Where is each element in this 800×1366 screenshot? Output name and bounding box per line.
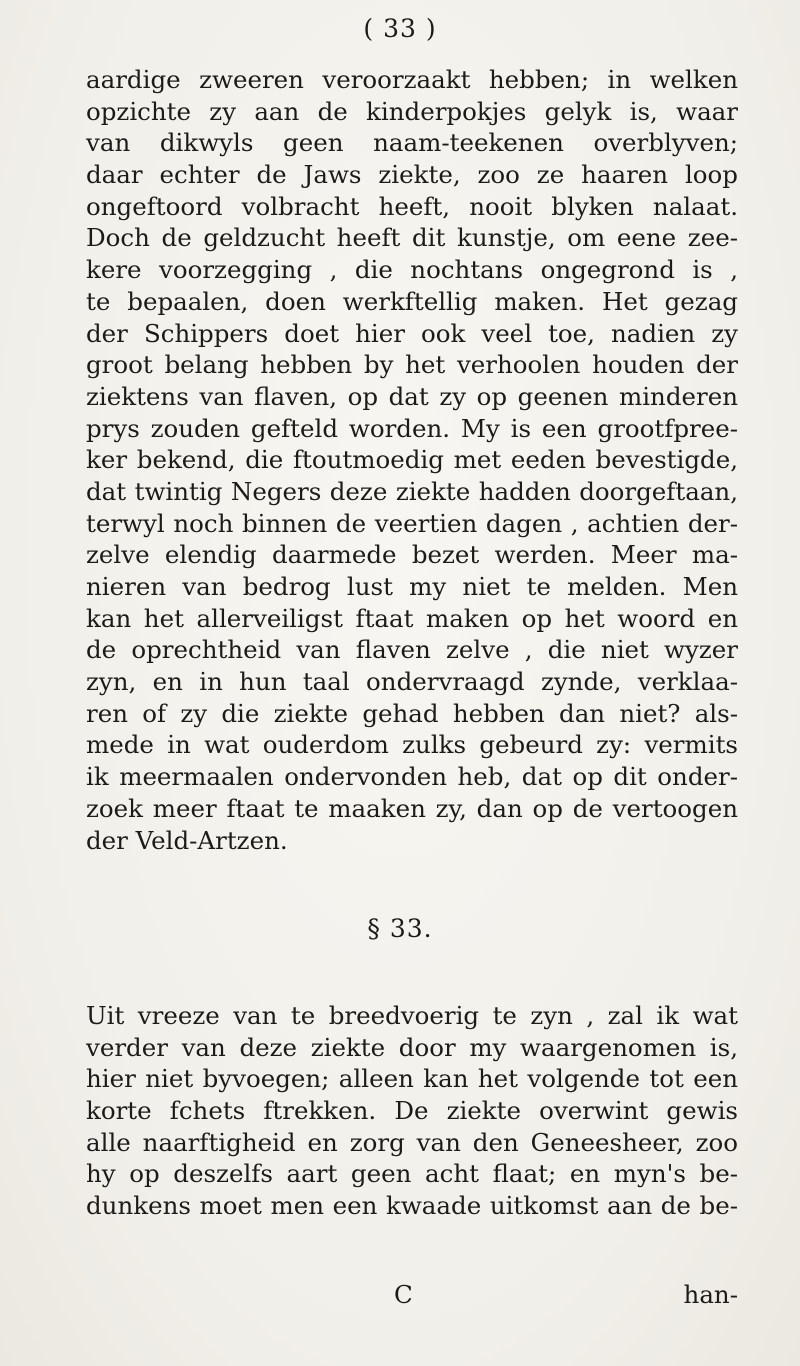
text-line: zyn, en in hun taal ondervraagd zynde, verklaa- <box>86 667 738 697</box>
paragraph-1 <box>86 64 738 856</box>
text-line: zoek meer ftaat te maaken zy, dan op de vertoogen <box>86 793 738 823</box>
section-heading: § 33. <box>367 914 433 943</box>
page-footer <box>86 1280 738 1312</box>
text-line: kere voorzegging , die nochtans ongegrond is , <box>86 255 738 285</box>
text-line: opzichte zy aan de kinderpokjes gelyk is, waar <box>86 96 738 126</box>
text-line: ziektens van flaven, op dat zy op geenen minderen <box>86 381 738 411</box>
text-line: alle naarftigheid en zorg van den Geneesheer, zoo <box>86 1127 738 1157</box>
text-line: van dikwyls geen naam-teekenen overblyven; <box>86 128 738 158</box>
text-line: ker bekend, die ftoutmoedig met eeden bevestigde, <box>86 445 738 475</box>
text-line: aardige zweeren veroorzaakt hebben; in welken <box>86 65 738 94</box>
text-line: dunkens moet men een kwaade uitkomst aan de be- <box>86 1191 738 1221</box>
text-line: mede in wat ouderdom zulks gebeurd zy: vermits <box>86 730 738 760</box>
text-line: kan het allerveiligst ftaat maken op het woord en <box>86 603 738 633</box>
text-line: terwyl noch binnen de veertien dagen , achtien der- <box>86 508 738 538</box>
text-line: groot belang hebben by het verhoolen houden der <box>86 350 738 380</box>
text-line: korte fchets ftrekken. De ziekte overwint gewis <box>86 1096 738 1126</box>
text-line: ongeftoord volbracht heeft, nooit blyken nalaat. <box>86 191 738 221</box>
text-line: daar echter de Jaws ziekte, zoo ze haaren loop <box>86 160 738 190</box>
text-line: hier niet byvoegen; alleen kan het volgende tot een <box>86 1064 738 1094</box>
text-line: de oprechtheid van flaven zelve , die niet wyzer <box>86 635 738 665</box>
text-line: der Veld-Artzen. <box>86 825 288 855</box>
text-line: te bepaalen, doen werkftellig maken. Het gezag <box>86 286 738 316</box>
text-line: ren of zy die ziekte gehad hebben dan niet? als- <box>86 698 738 728</box>
text-line: zelve elendig daarmede bezet werden. Meer ma- <box>86 540 738 570</box>
text-line: verder van deze ziekte door my waargenomen is, <box>86 1032 738 1062</box>
text-line: der Schippers doet hier ook veel toe, nadien zy <box>86 318 738 348</box>
signature-mark: C <box>394 1280 413 1309</box>
text-line: ik meermaalen ondervonden heb, dat op dit onder- <box>86 762 738 792</box>
text-line: nieren van bedrog lust my niet te melden. Men <box>86 572 738 601</box>
text-line: prys zouden gefteld worden. My is een grootfpree- <box>86 413 738 443</box>
catchword: han- <box>683 1280 738 1309</box>
text-line: Uit vreeze van te breedvoerig te zyn , zal ik wat <box>86 1001 738 1030</box>
page-number: ( 33 ) <box>363 14 437 43</box>
text-line: dat twintig Negers deze ziekte hadden doorgeftaan, <box>86 476 738 506</box>
text-line: hy op deszelfs aart geen acht flaat; en myn's be- <box>86 1159 738 1189</box>
paragraph-2 <box>86 1000 738 1222</box>
text-line: Doch de geldzucht heeft dit kunstje, om eene zee- <box>86 223 738 253</box>
